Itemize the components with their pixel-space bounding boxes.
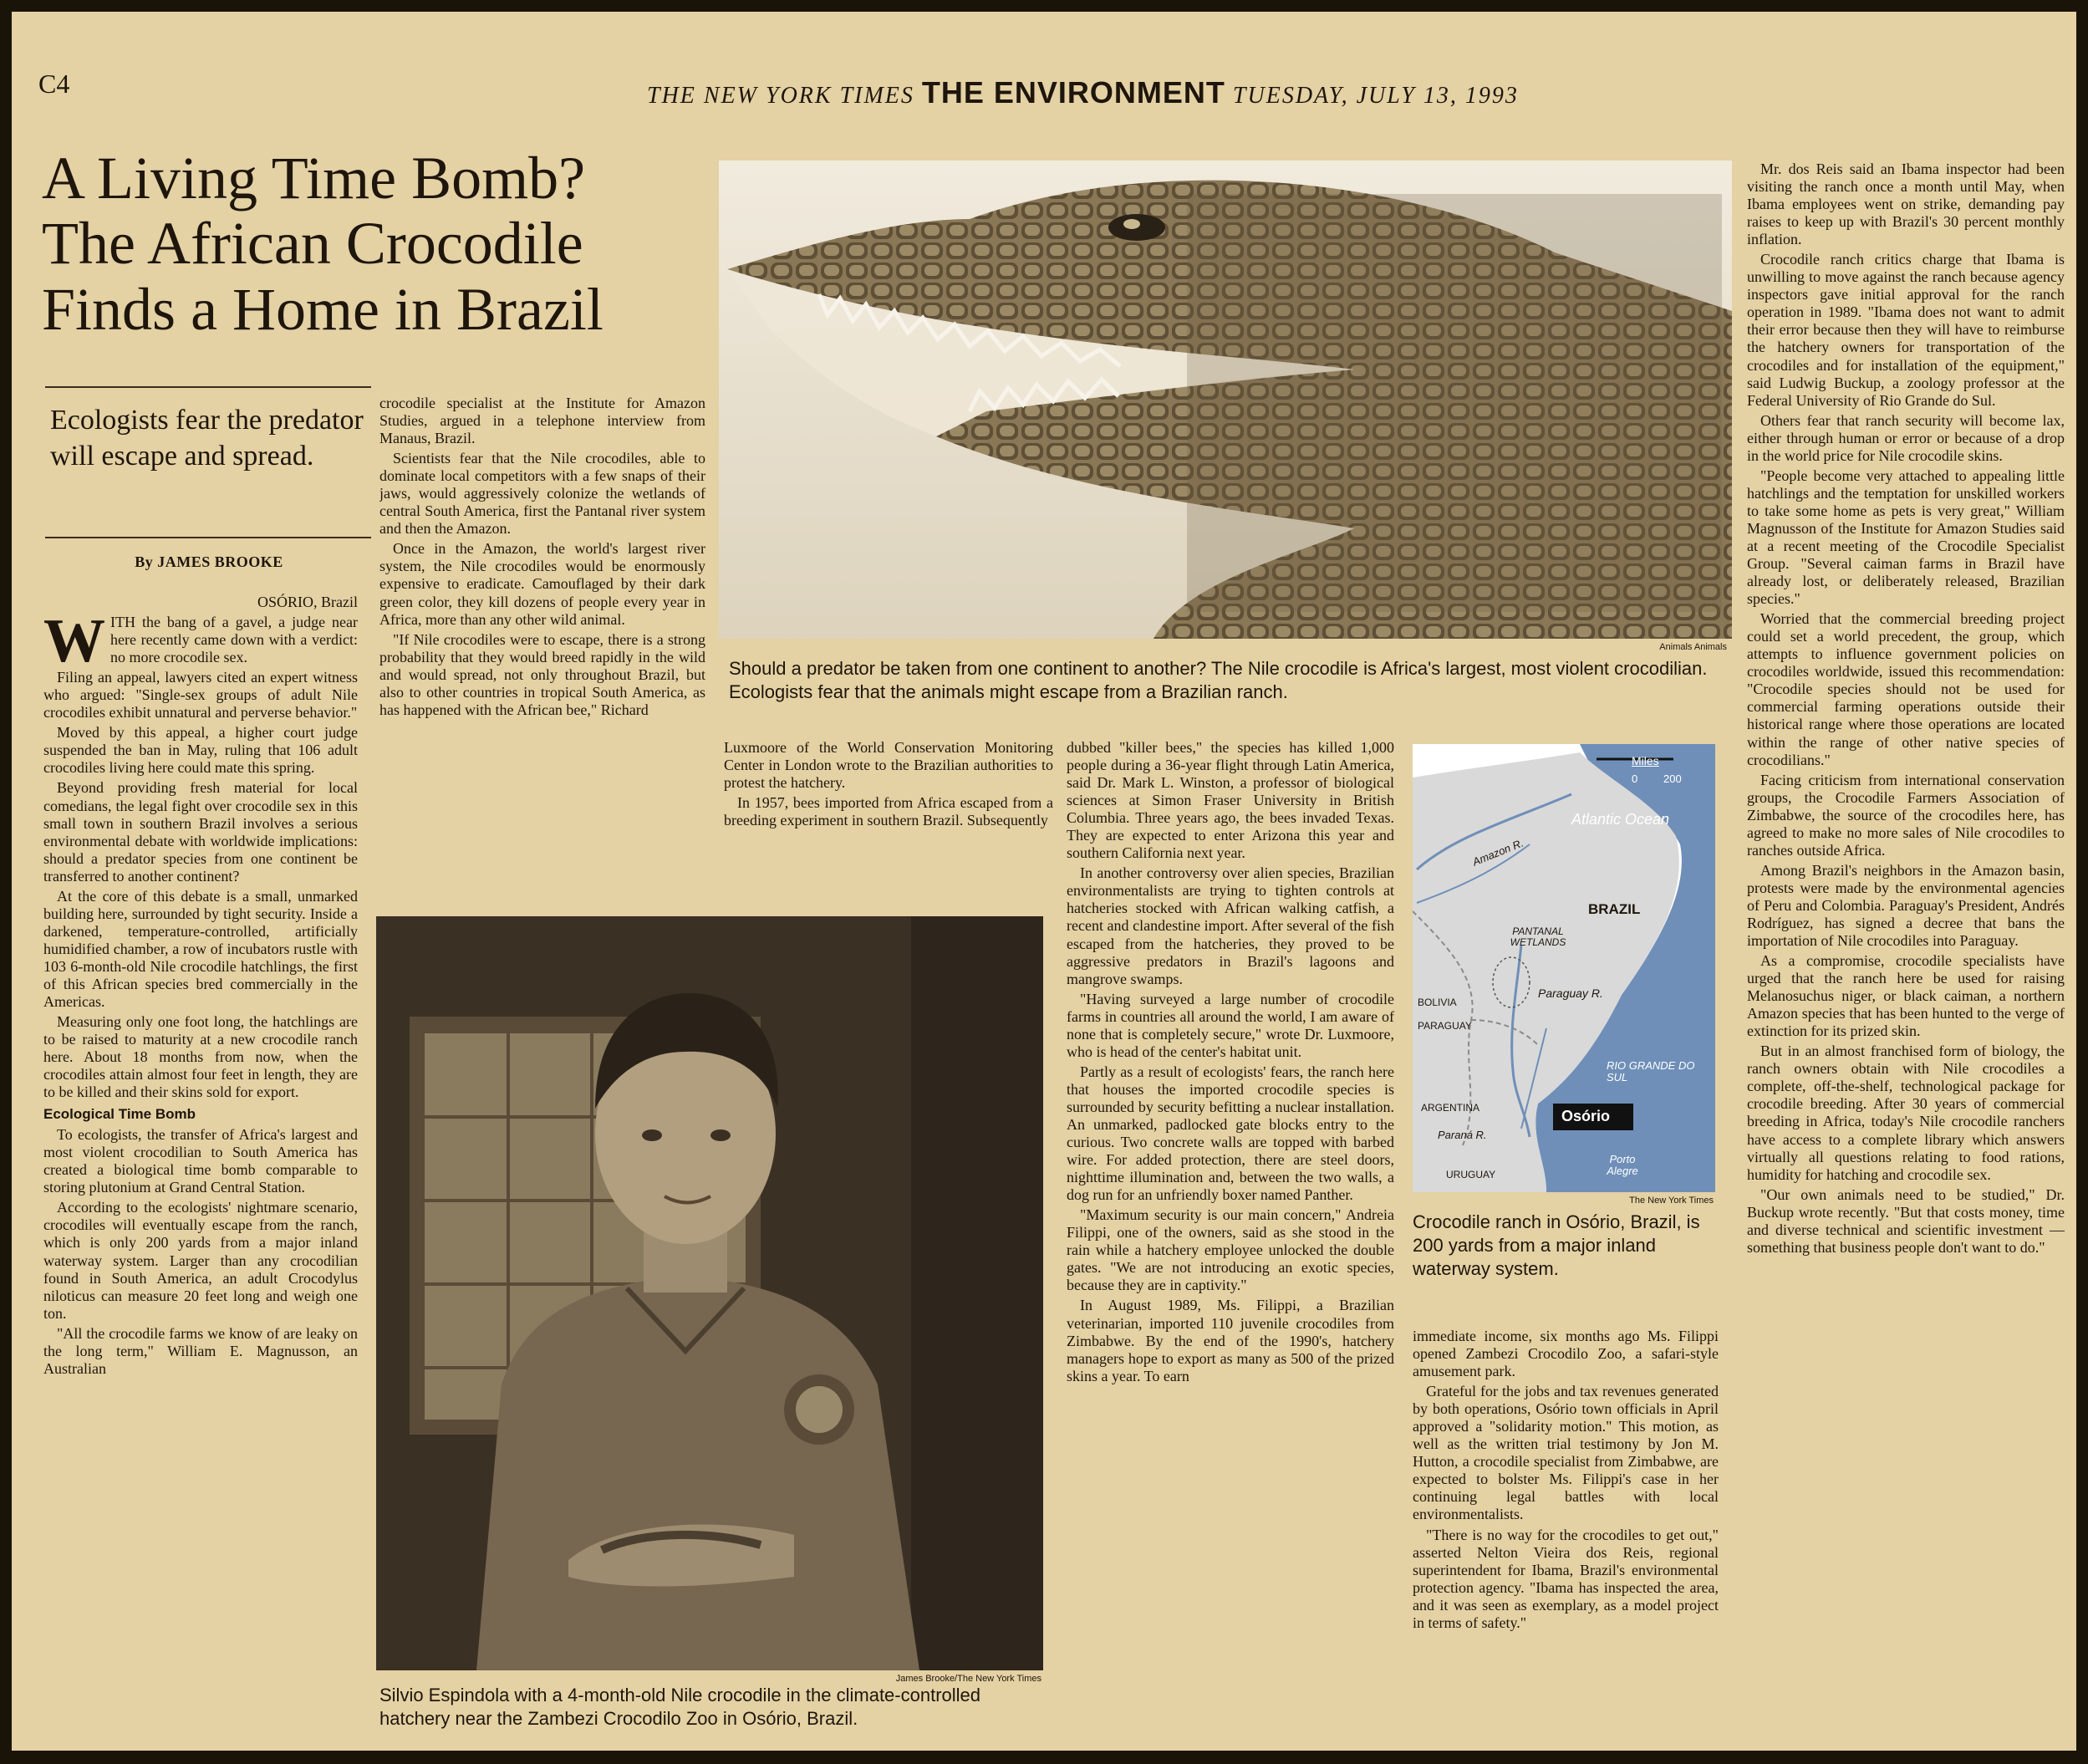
headline-line: The African Crocodile: [42, 210, 583, 278]
newspaper-page: [12, 12, 2076, 1751]
map-scale-title: Miles: [1632, 754, 1659, 767]
article-column-1: [43, 594, 358, 1747]
paragraph: Among Brazil's neighbors in the Amazon basin, protests were made by the environmental agencies of Peru and Colombia. Paraguay's President, Andrés Rodríguez, has signed a decree that bans the importation of Nile crocodiles into Paraguay.: [1747, 861, 2065, 950]
map-scale-start: 0: [1632, 772, 1638, 785]
article-column-2: [379, 395, 705, 896]
paragraph: According to the ecologists' nightmare scenario, crocodiles will eventually escape from the ranch, which is only 200 yards from a major inland waterway system. Larger than any crocodilian found in South America, an adult Crocodylus niloticus can measure 20 feet long and weigh one ton.: [43, 1199, 358, 1322]
worker-photo-credit: James Brooke/The New York Times: [895, 1674, 1041, 1684]
dateline: OSÓRIO, Brazil: [257, 594, 358, 610]
byline: By JAMES BROOKE: [135, 553, 283, 570]
article-column-3: [724, 739, 1053, 906]
paragraph: Moved by this appeal, a higher court judge suspended the ban in May, ruling that 106 adult crocodiles living here could mate this spring.: [43, 724, 358, 777]
paragraph: Beyond providing fresh material for local comedians, the legal fight over crocodile sex in this small town in southern Brazil involves a serious environmental debate with worldwide implications: should a predator species from one continent be transferred to another continent?: [43, 779, 358, 885]
map-label-parana: Paraná R.: [1438, 1129, 1487, 1141]
paper-name: THE NEW YORK TIMES: [647, 83, 914, 109]
paragraph: Worried that the commercial breeding project could set a world precedent, the group, which attempts to influence government policies on crocodiles worldwide, issued this recommendation: "Crocodile species should not be used for commercial farming operations outside their historical range where those operations are located within the range of other native species of crocodilians.": [1747, 610, 2065, 768]
map-label-osorio: Osório: [1561, 1108, 1611, 1124]
drop-cap: W: [43, 607, 105, 676]
paragraph: crocodile specialist at the Institute for Amazon Studies, argued in a telephone interview from Manaus, Brazil.: [379, 395, 705, 447]
section-name: THE ENVIRONMENT: [921, 75, 1225, 110]
paragraph: As a compromise, crocodile specialists have urged that the ranch here be used for raising Melanosuchus niger, or black caiman, a northern Amazon species that has been hunted to the verge of extinction for its prized skin.: [1747, 952, 2065, 1040]
map-label-paraguay: PARAGUAY: [1418, 1020, 1472, 1032]
headline: [42, 145, 761, 342]
map-label-bolivia: BOLIVIA: [1418, 997, 1457, 1008]
map-label-amazon: Amazon R.: [1470, 836, 1525, 869]
headline-line: A Living Time Bomb?: [42, 145, 586, 212]
paragraph: To ecologists, the transfer of Africa's largest and most violent crocodilian to South America has created a biological time bomb comparable to storing plutonium at Grand Central Station.: [43, 1126, 358, 1196]
paragraph: Others fear that ranch security will become lax, either through human or error or because of a drop in the world price for Nile crocodile skins.: [1747, 411, 2065, 464]
paragraph: "Having surveyed a large number of crocodile farms in countries all around the world, I am aware of none that is completely secure," wrote Dr. Luxmoore, who is head of the center's habitat unit.: [1067, 990, 1394, 1060]
map-label-argentina: ARGENTINA: [1421, 1102, 1480, 1114]
paragraph: Facing criticism from international conservation groups, the Crocodile Farmers Association of Zimbabwe, the source of the crocodiles here, has agreed to make no more sales of Nile crocodiles to ranches outside Africa.: [1747, 771, 2065, 859]
map-credit: The New York Times: [1629, 1196, 1714, 1206]
paragraph: dubbed "killer bees," the species has killed 1,000 people during a 36-year flight through Latin America, said Dr. Mark L. Winston, a professor of biological sciences at Simon Fraser University in British Columbia. Three years ago, the bees invaded Texas. They are expected to enter Arizona this year and southern California next year.: [1067, 739, 1394, 862]
paragraph: "Our own animals need to be studied," Dr. Buckup wrote recently. "But that costs money, time and diverse technical and scientific investment — something that business people don't want to do.": [1747, 1185, 2065, 1256]
worker-image: [376, 916, 1043, 1670]
paragraph: Measuring only one foot long, the hatchlings are to be raised to maturity at a new crocodile ranch here. About 18 months from now, when the crocodiles attain almost four feet in length, they are to be killed and their skins sold for export.: [43, 1013, 358, 1101]
worker-photo-caption: Silvio Espindola with a 4-month-old Nile crocodile in the climate-controlled hatchery near the Zambezi Crocodilo Zoo in Osório, Brazil.: [379, 1685, 981, 1730]
paragraph: Luxmoore of the World Conservation Monitoring Center in London wrote to the Brazilian authorities to protest the hatchery.: [724, 739, 1053, 792]
paragraph: At the core of this debate is a small, unmarked building here, surrounded by tight security. Inside a darkened, temperature-controlled, artificially humidified chamber, a row of incubators rustle with 103 6-month-old Nile crocodile hatchlings, the first of this African species bred commercially in the Americas.: [43, 887, 358, 1011]
issue-date: TUESDAY, JULY 13, 1993: [1232, 83, 1519, 109]
paragraph: In 1957, bees imported from Africa escaped from a breeding experiment in southern Brazil. Subsequently: [724, 794, 1053, 829]
page-number: C4: [38, 69, 70, 99]
article-column-4: [1067, 739, 1394, 1742]
paragraph: Filing an appeal, lawyers cited an expert witness who argued: "Single-sex groups of adult Nile crocodiles exhibit unnatural and perverse behavior.": [43, 669, 358, 721]
paragraph: Grateful for the jobs and tax revenues generated by both operations, Osório town officials in April approved a "solidarity motion." This motion, as well as the written trial testimony by Jon M. Hutton, a crocodile specialist from Zimbabwe, are expected to bolster Ms. Filippi's case in her continuing legal battles with local environmentalists.: [1413, 1383, 1719, 1523]
paragraph: In another controversy over alien species, Brazilian environmentalists are trying to tighten controls at hatcheries stocked with African walking catfish, a recent and clandestine import. After several of the fish escaped from the hatcheries, they proved to be aggressive predators in Brazil's lagoons and mangrove swamps.: [1067, 864, 1394, 987]
paragraph: Crocodile ranch critics charge that Ibama is unwilling to move against the ranch because agency inspectors gave initial approval for the ranch operation in 1989. "Ibama does not want to admit their error because then they will have to reimburse the hatchery owners for transportation of the crocodiles and for installation of the equipment," said Ludwig Buckup, a zoology professor at the Federal University of Rio Grande do Sul.: [1747, 251, 2065, 409]
article-column-5: [1413, 1328, 1719, 1737]
paragraph: Scientists fear that the Nile crocodiles, able to dominate local competitors with a few snaps of their jaws, would aggressively colonize the wetlands of central South America, first the Pantanal river system and then the Amazon.: [379, 450, 705, 538]
map-label-porto-alegre: Porto Alegre: [1607, 1153, 1638, 1178]
map-label-uruguay: URUGUAY: [1446, 1169, 1496, 1180]
headline-line: Finds a Home in Brazil: [42, 275, 603, 343]
crocodile-photo-caption: Should a predator be taken from one continent to another? The Nile crocodile is Africa's largest, most violent crocodilian. Ecologists fear that the animals might escape from a Brazilian ranch.: [729, 658, 1708, 703]
paragraph: "If Nile crocodiles were to escape, there is a strong probability that they would breed rapidly in the wild and would spread, not only throughout Brazil, but also to other countries in tropical South America, as has happened with the African bee," Richard: [379, 630, 705, 718]
map-label-atlantic: Atlantic Ocean: [1571, 811, 1670, 828]
paragraph: "People become very attached to appealing little hatchlings and the temptation for unskilled workers to take some home as pets is very great," William Magnusson of the Institute for Amazon Studies said at a recent meeting of the Crocodile Specialist Group. "Several caiman farms in Brazil have already lost, or deliberately released, Brazilian species.": [1747, 466, 2065, 608]
lead-paragraph: [43, 607, 358, 676]
map-label-paraguay-river: Paraguay R.: [1538, 987, 1603, 1000]
map-label-brazil: BRAZIL: [1588, 901, 1641, 917]
subhead: Ecological Time Bomb: [43, 1106, 196, 1123]
deck: Ecologists fear the predator will escape and spread.: [50, 405, 364, 472]
paragraph: "Maximum security is our main concern," Andreia Filippi, one of the owners, said as she stood in the rain while a hatchery employee unlocked the double gates. "We are not introducing an exotic species, because they are in captivity.": [1067, 1206, 1394, 1294]
paragraph: But in an almost franchised form of biology, the ranch owners obtain with Nile crocodiles a complete, off-the-shelf, technological package for crocodile breeding. After 30 years of commercial breeding in Africa, today's Nile crocodile ranchers have access to a complete library which answers virtually all questions relating to food rations, humidity for hatching and crocodile sex.: [1747, 1043, 2065, 1183]
map-label-rio-grande: RIO GRANDE DO SUL: [1607, 1059, 1695, 1084]
paragraph: "There is no way for the crocodiles to get out," asserted Nelton Vieira dos Reis, regional superintendent for Ibama, Brazil's environmental protection agency. "Ibama has inspected the area, and it was seen as exemplary, as a model project in terms of safety.": [1413, 1526, 1719, 1631]
lead-text: ITH the bang of a gavel, a judge near here recently came down with a verdict: no more crocodile sex.: [110, 614, 358, 666]
paragraph: Mr. dos Reis said an Ibama inspector had been visiting the ranch once a month until May, when Ibama employees went on strike, demanding pay raises to keep up with Brazil's 30 percent monthly inflation.: [1747, 161, 2065, 248]
map-scale-end: 200: [1663, 772, 1682, 785]
crocodile-photo: [719, 161, 1732, 639]
paragraph: In August 1989, Ms. Filippi, a Brazilian veterinarian, imported 110 juvenile crocodiles from Zimbabwe. By the end of the 1990's, hatchery managers hope to export as many as 500 of the prized skins a year. To earn: [1067, 1297, 1394, 1384]
paragraph: "All the crocodile farms we know of are leaky on the long term," William E. Magnusson, an Australian: [43, 1324, 358, 1377]
article-column-6: [1747, 161, 2065, 1741]
crocodile-photo-credit: Animals Animals: [1659, 642, 1727, 652]
deck-rule-top: [45, 386, 371, 388]
crocodile-image: [719, 161, 1732, 639]
location-map: [1413, 744, 1715, 1192]
map-caption: Crocodile ranch in Osório, Brazil, is 200 yards from a major inland waterway system.: [1413, 1211, 1700, 1280]
worker-photo: [376, 916, 1043, 1670]
paragraph: Partly as a result of ecologists' fears, the ranch here that houses the imported crocodile species is surrounded by security befitting a nuclear installation. An unmarked, padlocked gate blocks entry to the curious. Two concrete walls are topped with barbed wire. For added protection, there are steel doors, nighttime illumination and, between the two walls, a dog run for an unfriendly boxer named Panther.: [1067, 1063, 1394, 1204]
paragraph: Once in the Amazon, the world's largest river system, the Nile crocodiles would be enormously expensive to eradicate. Camouflaged by their dark green color, they kill dozens of people every year in Africa, more than any other wild animal.: [379, 540, 705, 628]
deck-rule-bottom: [45, 537, 371, 538]
masthead: [647, 75, 1519, 110]
paragraph: immediate income, six months ago Ms. Filippi opened Zambezi Crocodilo Zoo, a safari-style amusement park.: [1413, 1328, 1719, 1380]
map-label-pantanal: PANTANAL WETLANDS: [1510, 925, 1566, 949]
